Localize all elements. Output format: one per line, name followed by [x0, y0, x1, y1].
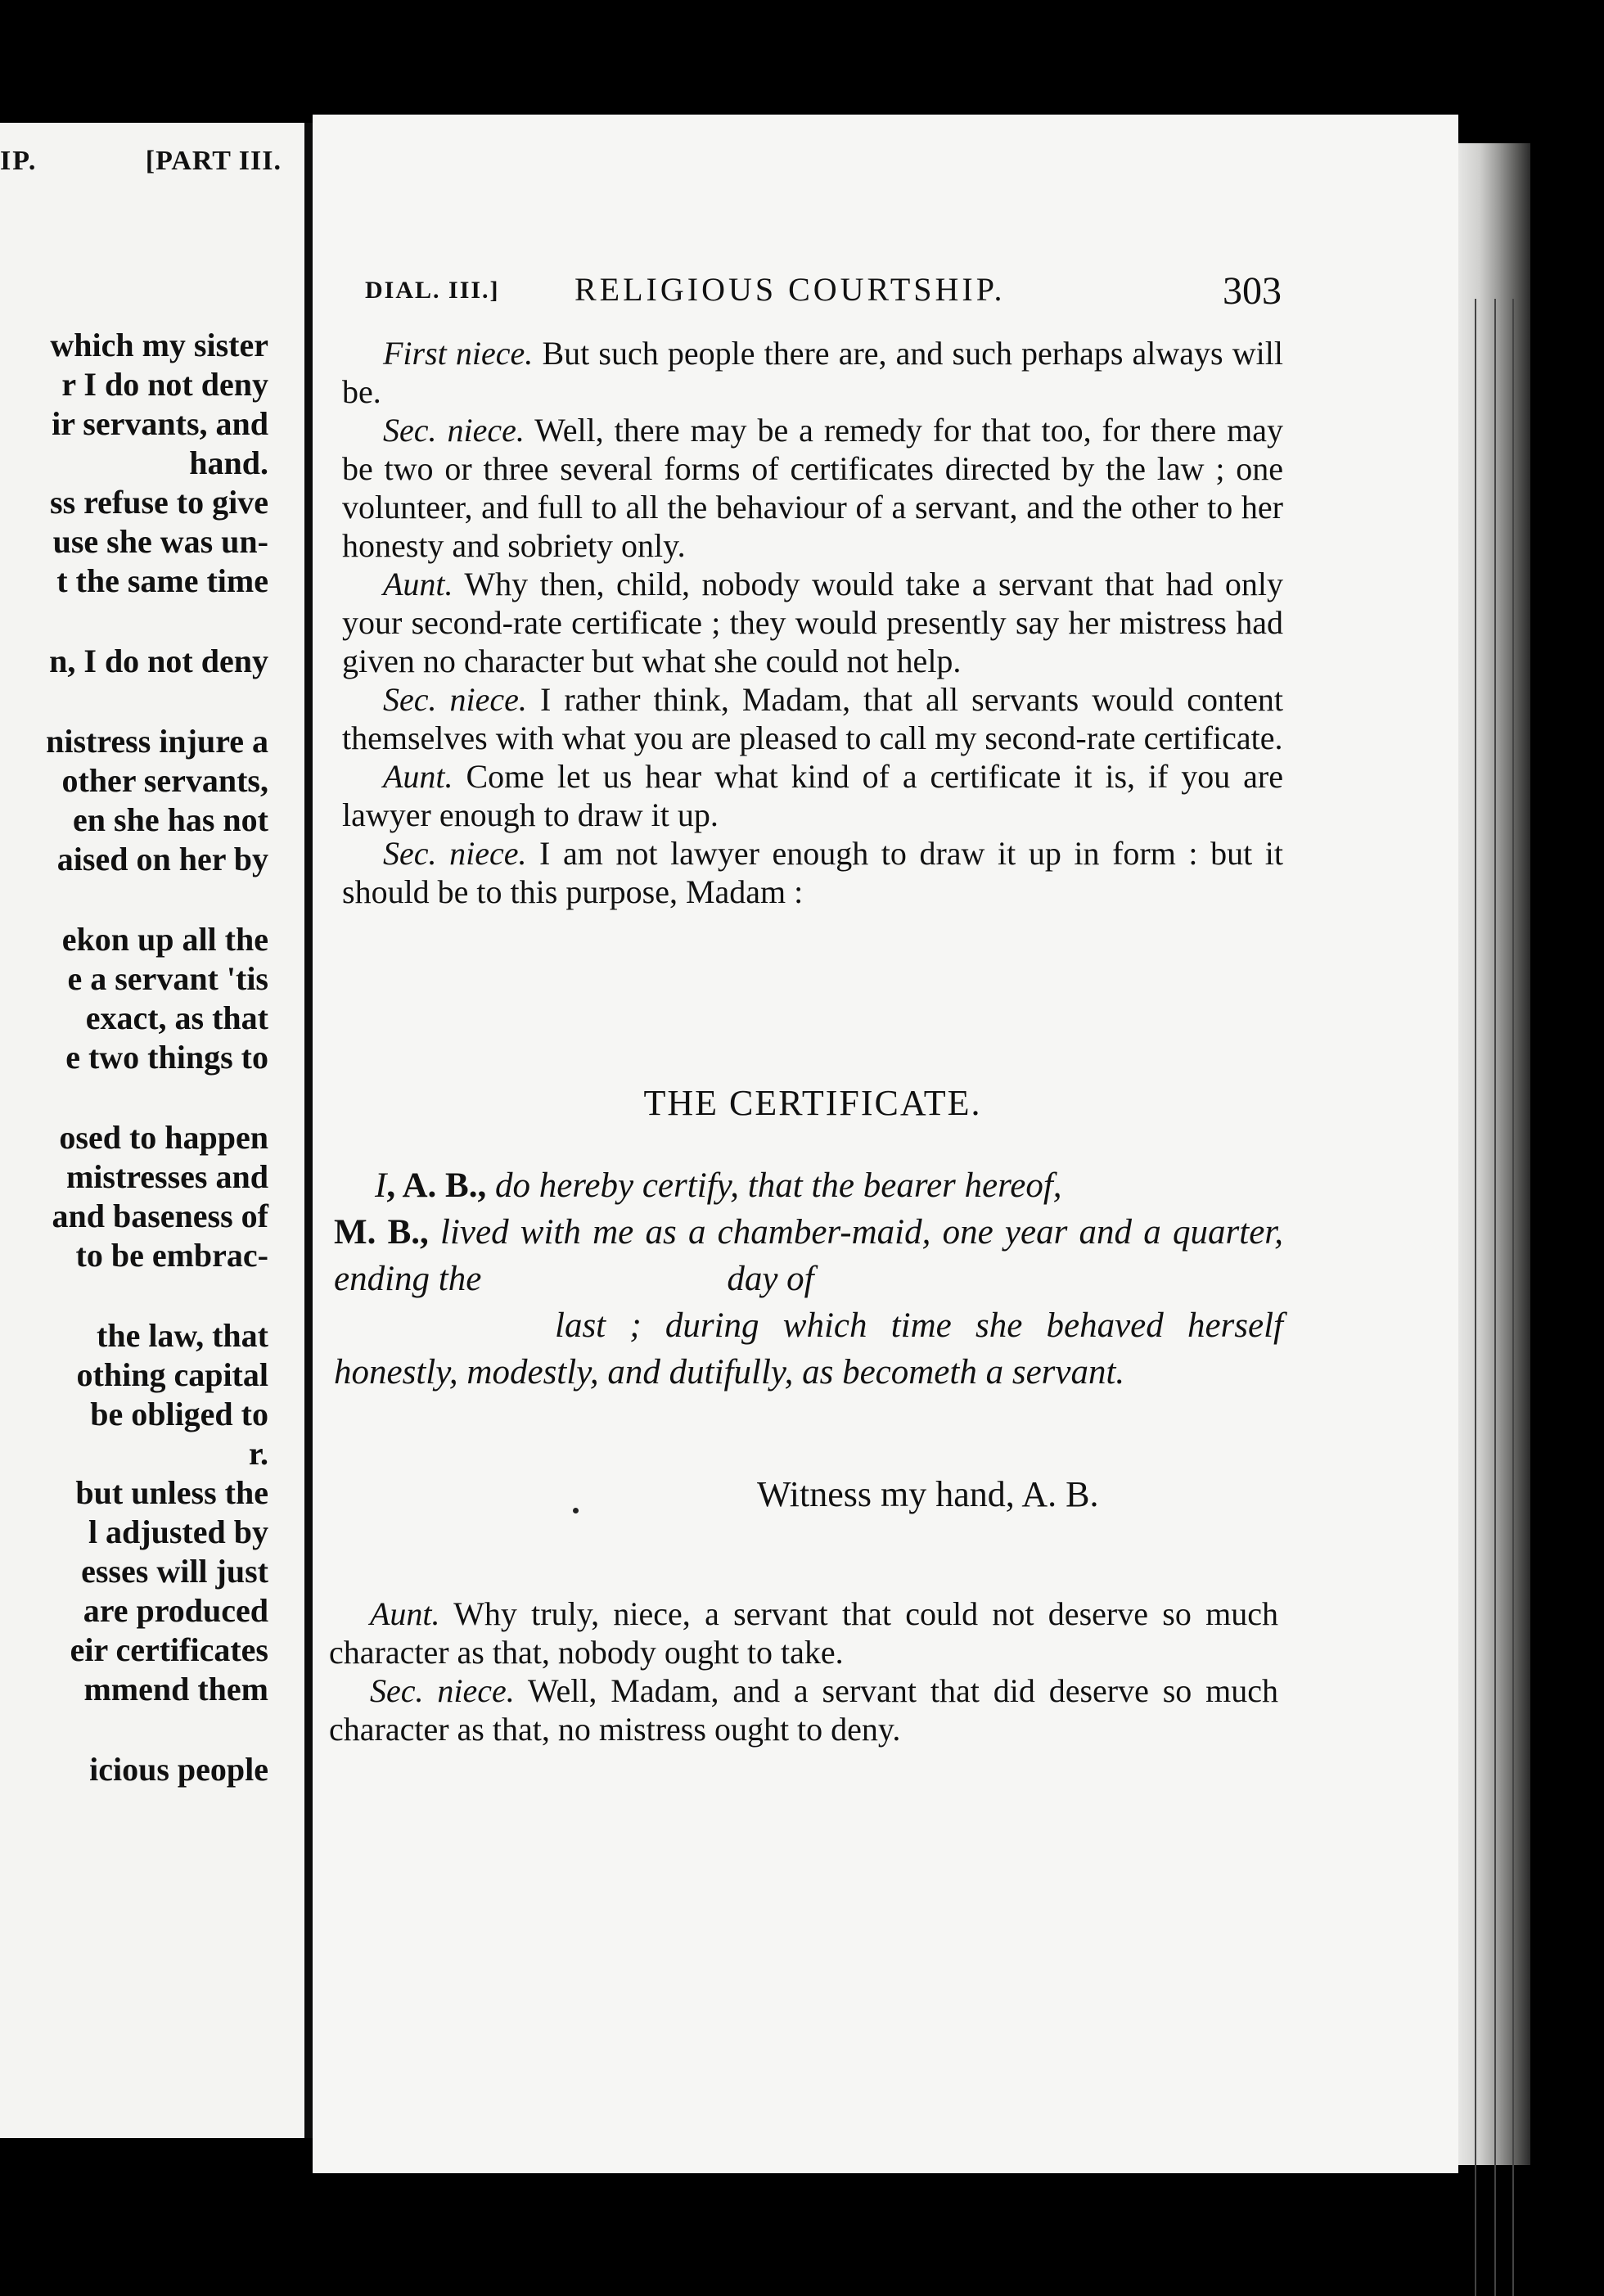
- left-page-line: nistress injure a: [46, 723, 268, 760]
- left-page-line: t the same time: [56, 562, 268, 599]
- speaker-name: Aunt.: [370, 1595, 440, 1632]
- speaker-name: Sec. niece.: [383, 681, 527, 718]
- dialogue-paragraph: [342, 334, 1283, 411]
- certificate-line: [334, 1162, 1283, 1209]
- certificate-ab: , A. B.,: [386, 1166, 487, 1205]
- left-page-line: but unless the: [75, 1474, 268, 1511]
- dialogue-paragraph: [342, 565, 1283, 680]
- page-edge: [1458, 143, 1530, 2165]
- left-page-line: [0, 601, 303, 642]
- dialogue-paragraph: [342, 411, 1283, 565]
- left-page-line: ss refuse to give: [50, 484, 268, 521]
- left-page-line: and baseness of: [52, 1198, 268, 1234]
- certificate-body: [334, 1209, 1283, 1396]
- certificate-text-2: lived with me as a chamber-maid, one year and a quarter, ending the: [334, 1213, 1283, 1298]
- left-page-line: mmend them: [83, 1671, 268, 1707]
- dialogue-block-2: [329, 1595, 1278, 1748]
- speech-text: Come let us hear what kind of a certificate it is, if you are lawyer enough to draw it up.: [342, 758, 1283, 833]
- left-page-line: [0, 1275, 303, 1316]
- left-page-line: othing capital: [76, 1356, 268, 1393]
- left-page-line: be obliged to: [90, 1396, 268, 1432]
- page-edge-line: [1475, 299, 1476, 2296]
- dialogue-number: DIAL. III.]: [365, 277, 500, 304]
- certificate-mb: M. B.,: [334, 1213, 429, 1252]
- page-number: 303: [1223, 269, 1282, 313]
- left-page-line: the law, that: [97, 1317, 268, 1354]
- speaker-name: Sec. niece.: [383, 412, 525, 449]
- speaker-name: Aunt.: [383, 758, 453, 795]
- speech-text: Why then, child, nobody would take a servant that had only your second-rate certificate ; they would presently say her mistress had given no character but what she could not help.: [342, 566, 1283, 679]
- left-page-line: r I do not deny: [61, 366, 268, 403]
- left-page-line: to be embrac-: [75, 1237, 268, 1274]
- left-page-line: hand.: [189, 444, 268, 481]
- dialogue-paragraph: [329, 1595, 1278, 1671]
- certificate-i: I: [375, 1166, 387, 1205]
- left-page-line: eir certificates: [70, 1631, 268, 1668]
- certificate-witness: Witness my hand, A. B.: [757, 1474, 1099, 1514]
- left-page-line: esses will just: [81, 1553, 268, 1590]
- running-head: [365, 270, 1282, 319]
- speech-text: Well, Madam, and a servant that did deserve so much character as that, no mistress ought to deny.: [329, 1672, 1278, 1748]
- page-edge-line: [1512, 299, 1514, 2296]
- left-running-head-part: [PART III.: [145, 146, 282, 176]
- speech-text: I am not lawyer enough to draw it up in form : but it should be to this purpose, Madam :: [342, 835, 1283, 910]
- left-page-line: mistresses and: [65, 1158, 268, 1195]
- ink-mark: [573, 1508, 579, 1513]
- left-page-line: [0, 1709, 303, 1750]
- left-page-line: n, I do not deny: [49, 643, 268, 679]
- dialogue-paragraph: [342, 757, 1283, 834]
- speaker-name: Sec. niece.: [370, 1672, 515, 1709]
- certificate-heading: THE CERTIFICATE.: [643, 1083, 982, 1123]
- left-page-text: [0, 326, 303, 1789]
- speaker-name: First niece.: [383, 335, 534, 372]
- left-running-head-title: IP.: [0, 146, 38, 176]
- left-page-line: [0, 681, 303, 722]
- speech-text: I rather think, Madam, that all servants would content themselves with what you are pleased to call my second-rate certificate.: [342, 681, 1284, 756]
- left-running-head: [0, 146, 303, 195]
- certificate-text: [334, 1162, 1283, 1396]
- dialogue-paragraph: [342, 834, 1283, 911]
- left-page-line: e two things to: [65, 1039, 268, 1076]
- left-page-line: [0, 1077, 303, 1118]
- left-page-line: which my sister: [50, 327, 268, 363]
- left-page-line: icious people: [89, 1751, 268, 1788]
- left-page-line: exact, as that: [85, 999, 268, 1036]
- certificate-text-1: do hereby certify, that the bearer hereof,: [486, 1166, 1062, 1205]
- left-page-line: r.: [248, 1435, 268, 1472]
- speaker-name: Aunt.: [383, 566, 453, 602]
- left-page-line: other servants,: [61, 762, 268, 799]
- speaker-name: Sec. niece.: [383, 835, 527, 872]
- left-page-line: l adjusted by: [88, 1513, 268, 1550]
- speech-text: But such people there are, and such perhaps always will be.: [342, 335, 1283, 410]
- speech-text: Well, there may be a remedy for that too, for there may be two or three several forms of certificates directed by the law ; one volunteer, and full to all the behaviour of a servant, and the other to her honesty and sobriety only.: [342, 412, 1283, 564]
- dialogue-paragraph: [329, 1671, 1278, 1748]
- book-title: RELIGIOUS COURTSHIP.: [574, 271, 1006, 308]
- left-page-line: aised on her by: [56, 841, 268, 877]
- left-page-line: [0, 879, 303, 920]
- page-edge-line: [1494, 299, 1496, 2296]
- left-page-line: osed to happen: [59, 1119, 268, 1156]
- certificate-text-4: last ; during which time she behaved herself honestly, modestly, and dutifully, as becometh a servant.: [334, 1306, 1283, 1392]
- left-page-line: use she was un-: [52, 523, 268, 560]
- left-page-line: ekon up all the: [61, 921, 268, 958]
- left-page-line: en she has not: [73, 801, 268, 838]
- left-page-line: ir servants, and: [52, 405, 268, 442]
- dialogue-paragraph: [342, 680, 1283, 757]
- dialogue-block-1: [342, 334, 1283, 911]
- speech-text: Why truly, niece, a servant that could not deserve so much character as that, nobody ought to take.: [329, 1595, 1278, 1671]
- left-page-line: e a servant 'tis: [67, 960, 268, 997]
- left-page-line: are produced: [83, 1592, 268, 1629]
- certificate-text-3: day of: [727, 1260, 814, 1298]
